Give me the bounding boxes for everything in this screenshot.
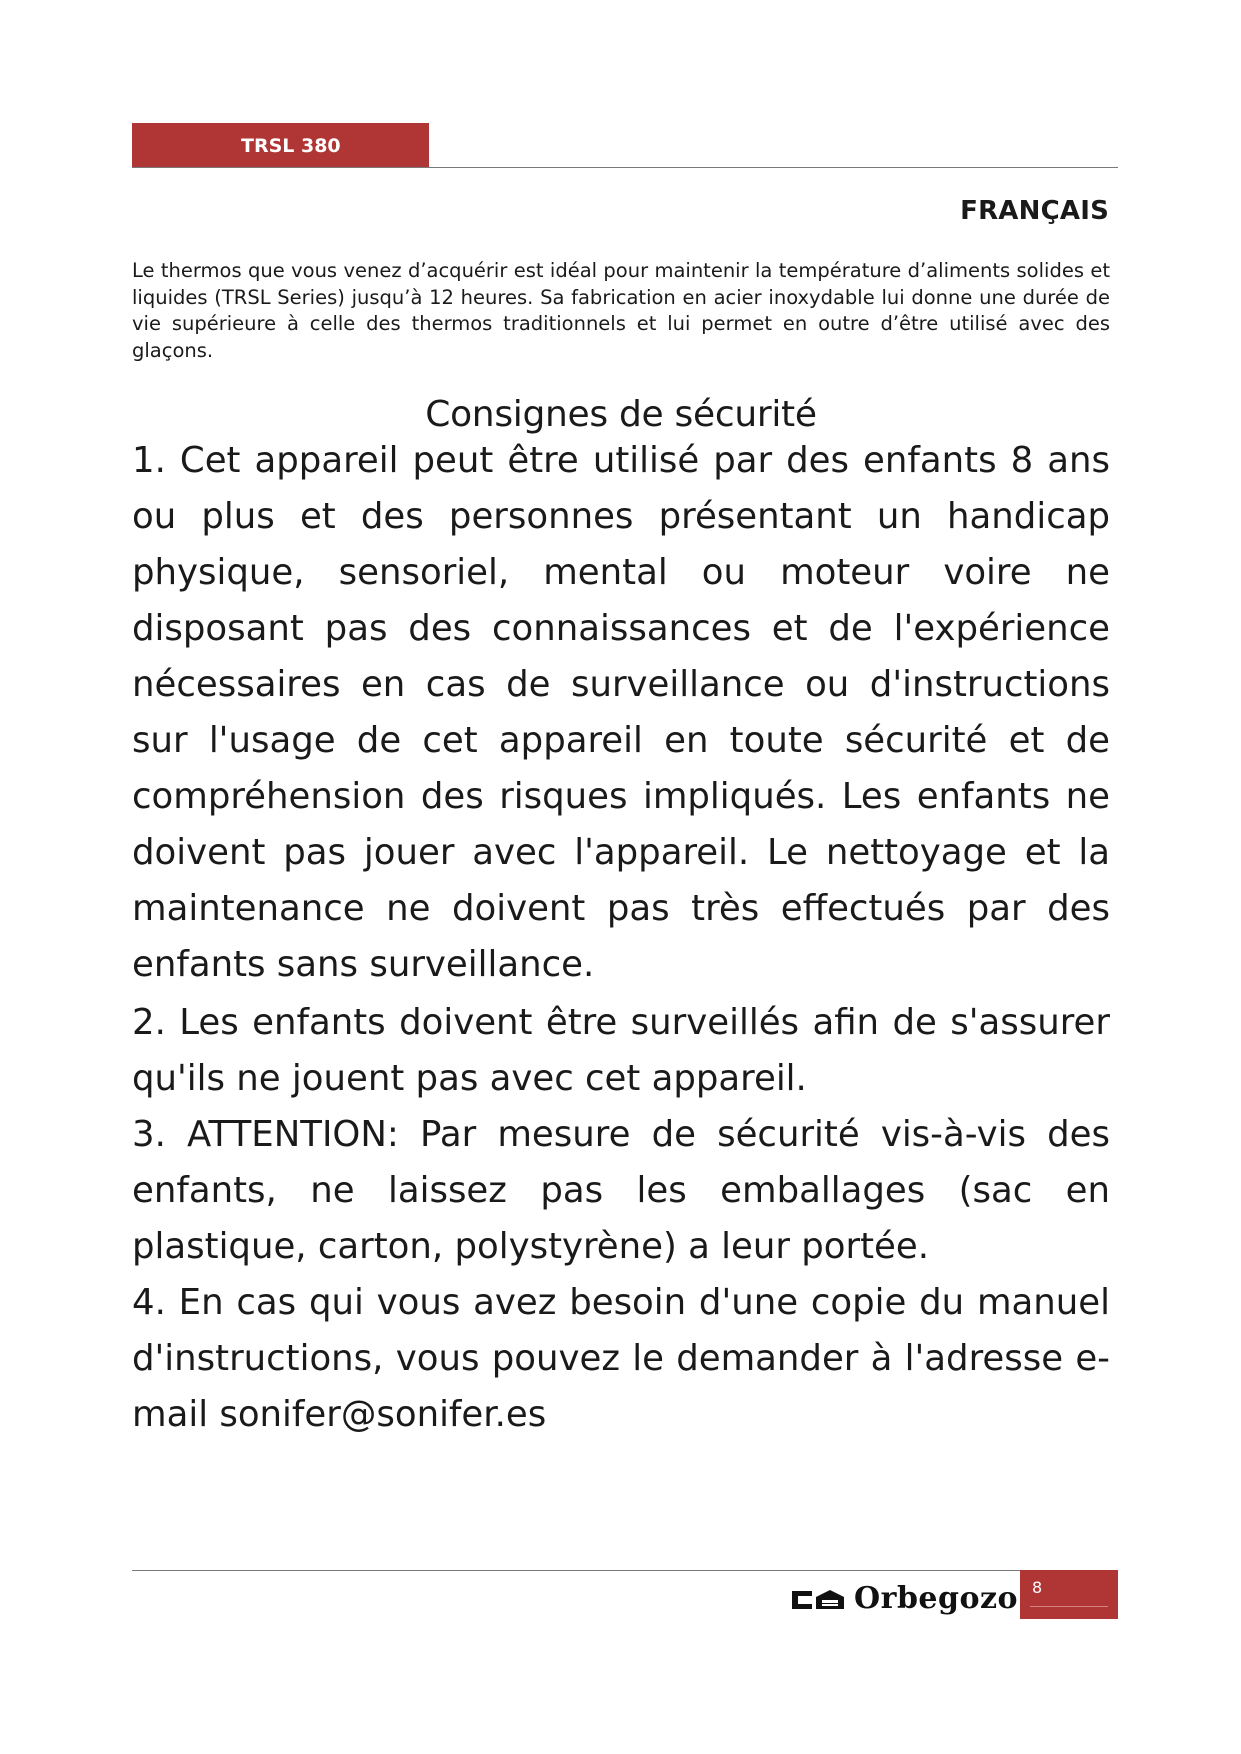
model-header-tab (132, 123, 429, 167)
safety-instruction-4: 4. En cas qui vous avez besoin d'une copie du manuel d'instructions, vous pouvez le demander à l'adresse e-mail sonifer@sonifer.es (132, 1282, 1110, 1435)
model-label: TRSL 380 (241, 135, 341, 157)
brand-wordmark: Orbegozo (854, 1581, 1019, 1616)
section-title: Consignes de sécurité (425, 394, 817, 435)
brand-logo (788, 1577, 1019, 1621)
page-number: 8 (1032, 1578, 1043, 1597)
brand-mark-icon (790, 1587, 846, 1613)
footer-divider (132, 1570, 1020, 1571)
safety-instruction-1: 1. Cet appareil peut être utilisé par des enfants 8 ans ou plus et des personnes présentant un handicap physique, sensoriel, mental ou moteur voire ne disposant pas des connaissances et de l'expérience nécessaires en cas de surveillance ou d'instructions sur l'usage de cet appareil en toute sécurité et de compréhension des risques impliqués. Les enfants ne doivent pas jouer avec l'appareil. Le nettoyage et la maintenance ne doivent pas très effectués par des enfants sans surveillance. (132, 440, 1110, 985)
intro-paragraph: Le thermos que vous venez d’acquérir est idéal pour maintenir la température d’aliments solides et liquides (TRSL Series) jusqu’à 12 heures. Sa fabrication en acier inoxydable lui donne une durée de vie supérieure à celle des thermos traditionnels et lui permet en outre d’être utilisé avec des glaçons. (132, 259, 1110, 362)
page-box-rule (1030, 1606, 1108, 1607)
page-number-box (1020, 1570, 1118, 1619)
safety-instruction-2: 2. Les enfants doivent être surveillés afin de s'assurer qu'ils ne jouent pas avec cet appareil. (132, 1002, 1110, 1099)
header-divider (132, 167, 1118, 168)
safety-instruction-3: 3. ATTENTION: Par mesure de sécurité vis-à-vis des enfants, ne laissez pas les emballages (sac en plastique, carton, polystyrène) a leur portée. (132, 1114, 1110, 1267)
language-heading: FRANÇAIS (960, 196, 1109, 226)
